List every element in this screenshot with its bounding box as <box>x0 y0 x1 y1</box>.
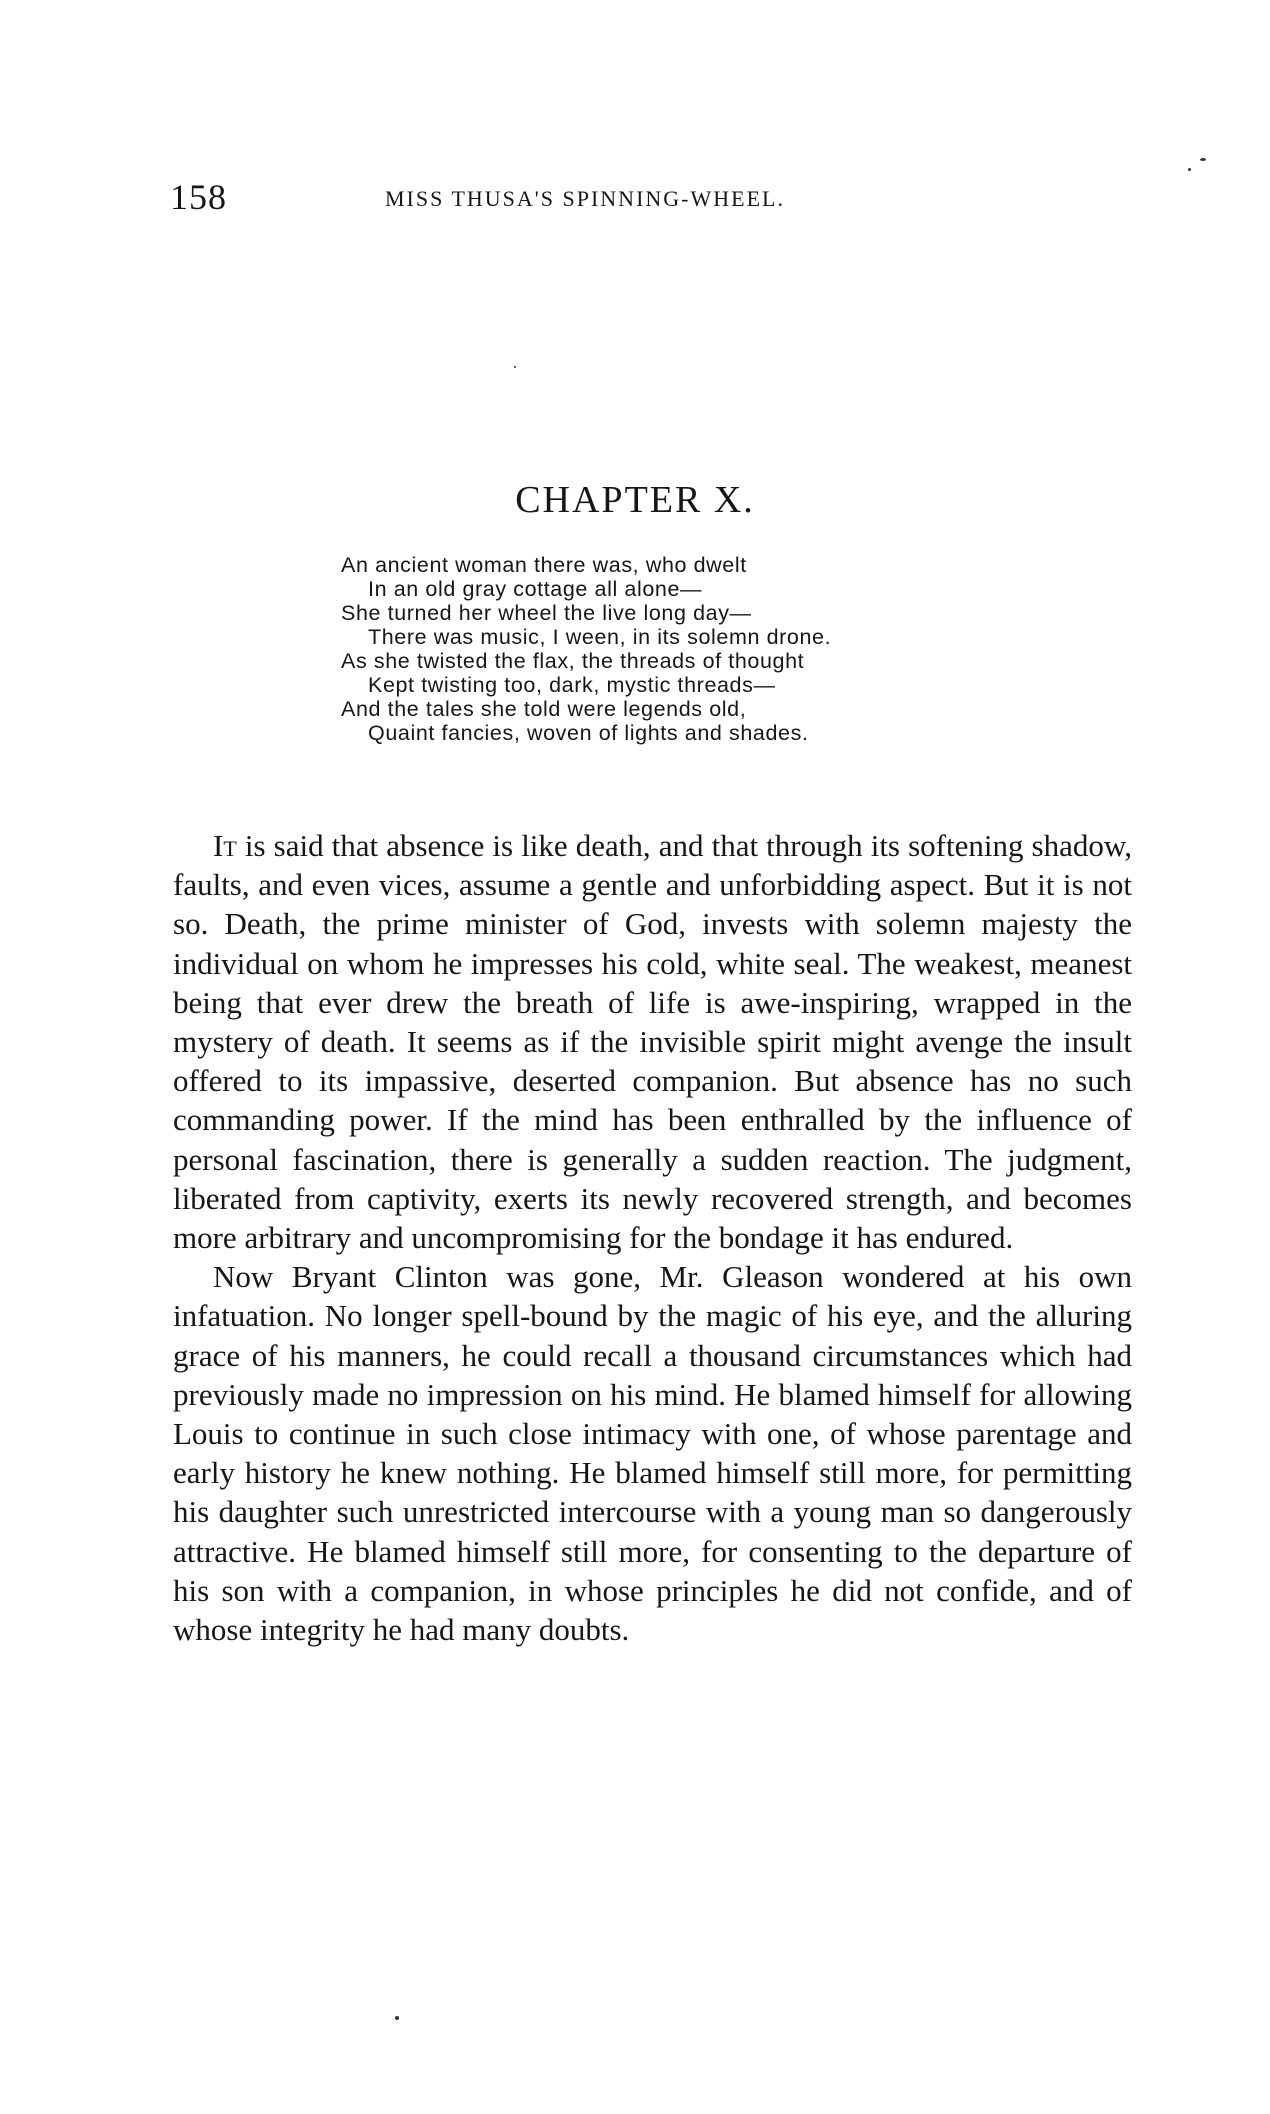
page-header <box>170 176 1100 226</box>
epigraph-line: Kept twisting too, dark, mystic threads— <box>368 673 776 697</box>
paragraph: Now Bryant Clinton was gone, Mr. Gleason wondered at his own infatuation. No longer spell-bound by the magic of his eye, and the alluring grace of his manners, he could recall a thousand circumstances which had previously made no impression on his mind. He blamed himself for allowing Louis to continue in such close intimacy with one, of whose parentage and early history he knew nothing. He blamed himself still more, for permitting his daughter such unrestricted intercourse with a young man so dangerously attractive. He blamed himself still more, for consenting to the departure of his son with a companion, in whose principles he did not confide, and of whose integrity he had many doubts. <box>173 1259 1132 1648</box>
ink-speck <box>1200 158 1206 161</box>
ink-speck <box>395 2016 399 2020</box>
body-text <box>173 826 1132 1649</box>
epigraph-line: As she twisted the flax, the threads of thought <box>341 649 805 673</box>
epigraph-line: An ancient woman there was, who dwelt <box>341 553 747 577</box>
page-number: 158 <box>170 177 227 217</box>
epigraph-line: Quaint fancies, woven of lights and shades. <box>368 721 809 745</box>
ink-speck <box>514 366 516 368</box>
epigraph-line: There was music, I ween, in its solemn drone. <box>368 625 832 649</box>
chapter-title: CHAPTER X. <box>515 479 755 521</box>
running-head: MISS THUSA'S SPINNING-WHEEL. <box>385 186 785 211</box>
paragraph-text: is said that absence is like death, and that through its softening shadow, faults, and even vices, assume a gentle and unforbidding aspect. But it is not so. Death, the prime minister of God, invests with solemn majesty the individual on whom he impresses his cold, white seal. The weakest, meanest being that ever drew the breath of life is awe-inspiring, wrapped in the mystery of death. It seems as if the invisible spirit might avenge the insult offered to its impassive, deserted companion. But absence has no such commanding power. If the mind has been enthralled by the influence of personal fascination, there is generally a sudden reaction. The judgment, liberated from captivity, exerts its newly recovered strength, and becomes more arbitrary and uncompromising for the bondage it has endured. <box>173 828 1132 1256</box>
epigraph-line: She turned her wheel the live long day— <box>341 601 752 625</box>
epigraph-poem <box>341 553 1041 745</box>
paragraph <box>173 826 1132 1257</box>
epigraph-line: And the tales she told were legends old, <box>341 697 747 721</box>
drop-lead-word: It <box>213 828 237 863</box>
epigraph-line: In an old gray cottage all alone— <box>368 577 703 601</box>
ink-speck <box>1188 168 1191 171</box>
